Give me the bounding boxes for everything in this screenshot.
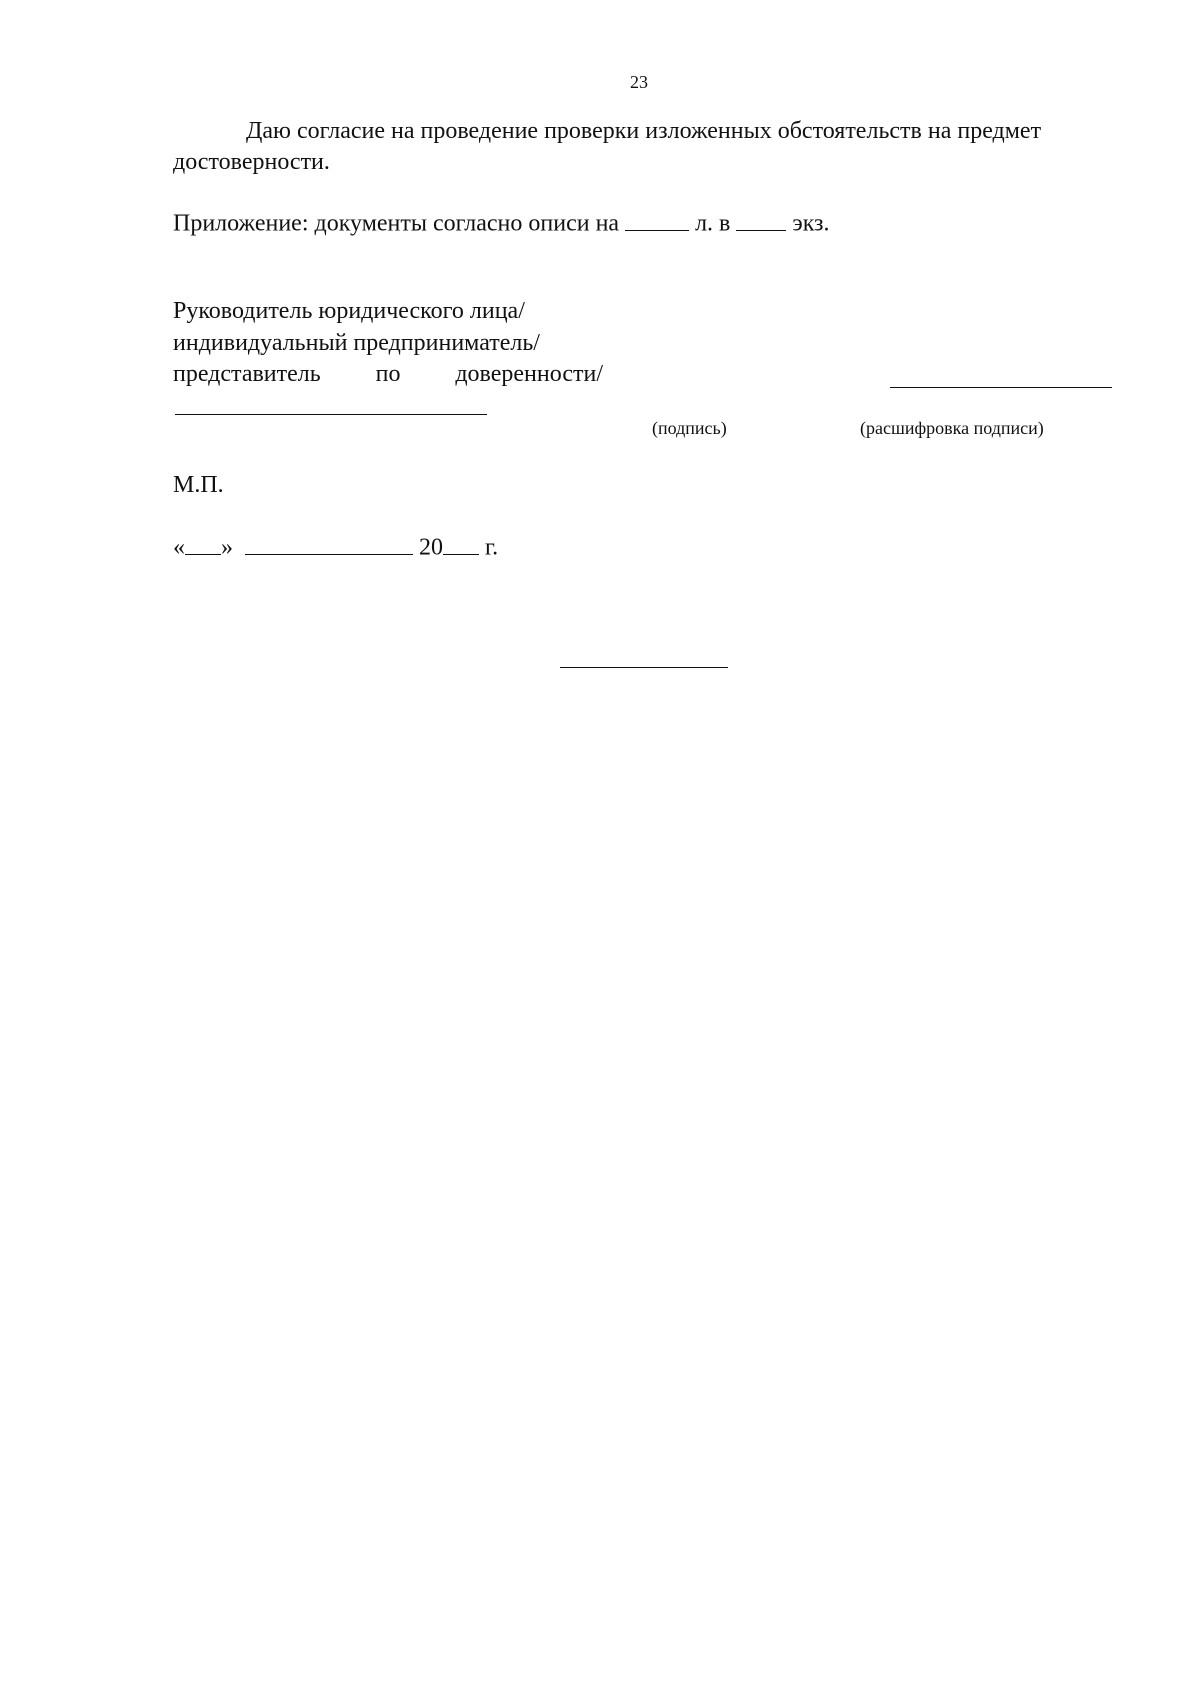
page-number: 23 — [630, 72, 648, 92]
appendix-sheets-unit: л. в — [695, 210, 731, 237]
year-blank[interactable] — [443, 532, 479, 555]
signature-caption: (подпись) — [652, 418, 727, 438]
signatory-role-word-1: представитель — [173, 361, 321, 387]
signature-decoding-caption: (расшифровка подписи) — [860, 418, 1044, 438]
consent-text-line-2: достоверности. — [173, 149, 330, 175]
signature-decoding-blank-line[interactable] — [890, 387, 1112, 388]
date-century: 20 — [419, 534, 443, 561]
day-blank[interactable] — [185, 532, 221, 555]
consent-text-line-1: Даю согласие на проведение проверки изложенных обстоятельств на предмет — [246, 118, 1042, 144]
signatory-role-word-2: по — [375, 361, 401, 387]
month-blank[interactable] — [245, 532, 413, 555]
signatory-role-line-3 — [173, 361, 603, 388]
sheets-count-blank[interactable] — [625, 208, 689, 231]
seal-placeholder-label: М.П. — [173, 472, 224, 498]
signatory-role-word-3: доверенности/ — [455, 361, 603, 387]
end-of-document-rule — [560, 667, 728, 668]
date-close-quote: » — [221, 534, 233, 561]
date-line — [173, 532, 498, 562]
date-year-suffix: г. — [485, 534, 499, 561]
appendix-prefix: Приложение: документы согласно описи на — [173, 210, 620, 237]
signatory-role-line-1: Руководитель юридического лица/ — [173, 298, 525, 324]
signatory-role-line-2: индивидуальный предприниматель/ — [173, 330, 540, 356]
appendix-line — [173, 208, 830, 238]
copies-count-blank[interactable] — [736, 208, 786, 231]
appendix-copies-unit: экз. — [792, 210, 830, 237]
signatory-name-blank-line[interactable] — [175, 414, 487, 415]
date-open-quote: « — [173, 534, 185, 561]
